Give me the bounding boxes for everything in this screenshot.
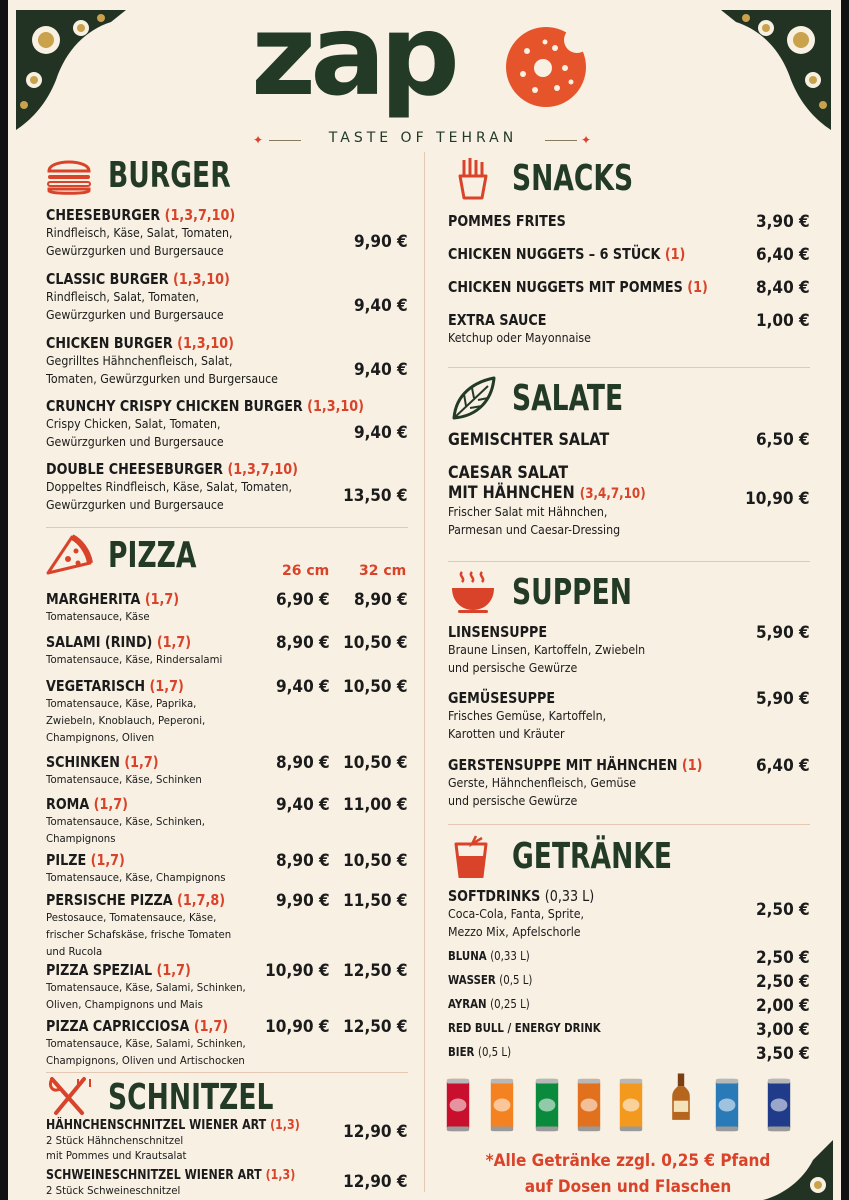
- item-name-row: [46, 1168, 354, 1183]
- allergen-codes: (1,3,10): [307, 397, 365, 415]
- section-title: SCHNITZEL: [108, 1076, 274, 1118]
- item-price: 2,50 €: [756, 948, 810, 968]
- item-name-row: [448, 430, 756, 450]
- drink-cup-icon: [448, 834, 498, 878]
- item-price: 6,50 €: [756, 430, 810, 450]
- section-title: SNACKS: [512, 157, 634, 199]
- item-description: Parmesan und Caesar-Dressing: [448, 523, 621, 537]
- item-price: 6,40 €: [756, 245, 810, 265]
- leaf-icon: [448, 376, 498, 420]
- item-description: Tomatensauce, Käse, Paprika,: [46, 697, 197, 710]
- item-description: Braune Linsen, Kartoffeln, Zwiebeln: [448, 643, 646, 657]
- item-description: Tomatensauce, Käse, Salami, Schinken,: [46, 1037, 246, 1050]
- allergen-codes: (1,7): [156, 633, 192, 651]
- divider: [46, 1072, 408, 1073]
- fries-icon: [448, 156, 498, 200]
- allergen-codes: (1,7): [90, 851, 125, 869]
- item-price: 1,00 €: [756, 311, 810, 331]
- frame-left: [0, 0, 8, 1200]
- item-description: Gegrilltes Hähnchenfleisch, Salat,: [46, 354, 233, 368]
- section-suppen-header: [448, 570, 658, 614]
- menu-item: [448, 949, 810, 971]
- menu-item: [46, 795, 408, 855]
- item-name: CHICKEN BURGER: [46, 334, 173, 352]
- item-description: Tomatensauce, Käse, Schinken,: [46, 815, 206, 828]
- item-description: Oliven, Champignons und Mais: [46, 998, 203, 1011]
- allergen-codes: (1,3,7,10): [227, 460, 298, 478]
- frame-right: [841, 0, 849, 1200]
- item-description: 2 Stück Hähnchenschnitzel: [46, 1134, 184, 1147]
- item-name: MARGHERITA: [46, 590, 141, 608]
- item-name-row: [448, 949, 756, 963]
- item-name-row: [448, 1045, 756, 1059]
- item-name: CRUNCHY CRISPY CHICKEN BURGER: [46, 397, 303, 415]
- item-description: Ketchup oder Mayonnaise: [448, 331, 591, 345]
- beer-bottle-image: [669, 1060, 693, 1135]
- item-name-row: [448, 623, 756, 641]
- item-name-row: [46, 270, 354, 288]
- item-name: BIER: [448, 1045, 475, 1059]
- allergen-codes: (1,7): [193, 1017, 229, 1035]
- item-description: frischer Schafskäse, frische Tomaten: [46, 928, 232, 941]
- menu-item: [448, 623, 810, 683]
- allergen-codes: (1,3): [265, 1168, 296, 1183]
- allergen-codes: (1,7,8): [177, 891, 226, 909]
- item-name-row: [448, 997, 756, 1011]
- menu-item: [46, 1017, 408, 1077]
- item-name: PERSISCHE PIZZA: [46, 891, 173, 909]
- item-description: Tomatensauce, Käse, Rindersalami: [46, 653, 223, 666]
- item-price: 10,90 €: [745, 489, 810, 509]
- item-description: Mezzo Mix, Apfelschorle: [448, 925, 581, 939]
- item-description: Karotten und Kräuter: [448, 727, 565, 741]
- item-name: PILZE: [46, 851, 87, 869]
- item-size: (0,25 L): [490, 997, 530, 1011]
- item-name-row: [448, 483, 756, 503]
- item-name: POMMES FRITES: [448, 212, 566, 230]
- allergen-codes: (1,7): [156, 961, 191, 979]
- divider: [448, 561, 810, 562]
- item-name: LINSENSUPPE: [448, 623, 548, 641]
- item-name: SALAMI (RIND): [46, 633, 153, 651]
- allergen-codes: (1,3,10): [173, 270, 230, 288]
- item-price: 2,00 €: [756, 996, 810, 1016]
- deposit-note-line1: *Alle Getränke zzgl. 0,25 € Pfand: [485, 1151, 771, 1171]
- item-name: GEMISCHTER SALAT: [448, 430, 610, 450]
- column-divider: [424, 152, 425, 1192]
- menu-item: [46, 677, 408, 744]
- allergen-codes: (1,3,7,10): [164, 206, 236, 224]
- menu-item: [46, 1118, 408, 1168]
- section-schnitzel-header: [44, 1075, 310, 1119]
- item-name-row: [46, 334, 354, 352]
- item-name: EXTRA SAUCE: [448, 311, 547, 329]
- section-title: PIZZA: [108, 534, 197, 576]
- item-description: Tomatensauce, Käse, Champignons: [46, 871, 226, 884]
- item-price: 9,40 €: [354, 296, 408, 316]
- menu-item: [46, 1168, 408, 1200]
- item-name: CHICKEN NUGGETS MIT POMMES: [448, 278, 683, 296]
- item-price-26cm: 10,90 €: [265, 961, 330, 981]
- item-name-row: [448, 1021, 756, 1035]
- item-name: CAESAR SALAT: [448, 463, 569, 483]
- item-price-32cm: 10,50 €: [343, 851, 408, 871]
- tagline: TASTE OF TEHRAN: [328, 130, 518, 146]
- item-price-26cm: 9,90 €: [276, 891, 330, 911]
- section-title: GETRÄNKE: [512, 835, 673, 877]
- donut-logo-icon: [505, 26, 587, 108]
- item-description: Rindfleisch, Käse, Salat, Tomaten,: [46, 226, 233, 240]
- item-price-26cm: 8,90 €: [276, 633, 330, 653]
- item-description: Pestosauce, Tomatensauce, Käse,: [46, 911, 217, 924]
- menu-item: [46, 961, 408, 1021]
- section-burger-header: [44, 153, 258, 197]
- item-price: 9,40 €: [354, 423, 408, 443]
- item-price: 9,90 €: [354, 232, 408, 252]
- allergen-codes: (1,3,10): [177, 334, 234, 352]
- item-name-row: [46, 397, 365, 415]
- burger-icon: [44, 153, 94, 197]
- menu-item: [448, 1021, 810, 1043]
- menu-item: [448, 463, 810, 553]
- item-price-26cm: 8,90 €: [276, 753, 330, 773]
- item-description: Gewürzgurken und Burgersauce: [46, 244, 224, 258]
- item-description: Tomatensauce, Käse, Salami, Schinken,: [46, 981, 246, 994]
- item-price: 2,50 €: [756, 900, 810, 920]
- divider: [269, 140, 301, 141]
- menu-item: [448, 689, 810, 749]
- item-description: Frischer Salat mit Hähnchen,: [448, 505, 608, 519]
- item-price-32cm: 10,50 €: [343, 677, 408, 697]
- item-price-32cm: 10,50 €: [343, 633, 408, 653]
- item-price-26cm: 8,90 €: [276, 851, 330, 871]
- item-price-32cm: 10,50 €: [343, 753, 408, 773]
- allergen-codes: (1,7): [93, 795, 128, 813]
- deposit-note: [484, 1148, 772, 1200]
- item-price-32cm: 8,90 €: [354, 590, 408, 610]
- item-name: AYRAN: [448, 997, 487, 1011]
- item-name: ROMA: [46, 795, 90, 813]
- allergen-codes: (3,4,7,10): [579, 486, 646, 502]
- item-name: GERSTENSUPPE MIT HÄHNCHEN: [448, 756, 678, 774]
- item-name: BLUNA: [448, 949, 487, 963]
- item-price-32cm: 11,50 €: [343, 891, 408, 911]
- menu-page: [8, 0, 841, 1200]
- fork-knife-icon: [44, 1075, 94, 1119]
- item-description: Frisches Gemüse, Kartoffeln,: [448, 709, 607, 723]
- item-name: VEGETARISCH: [46, 677, 146, 695]
- item-description: Tomatensauce, Käse, Schinken: [46, 773, 202, 786]
- item-price: 6,40 €: [756, 756, 810, 776]
- item-price-26cm: 9,40 €: [276, 795, 330, 815]
- item-description: Rindfleisch, Salat, Tomaten,: [46, 290, 200, 304]
- drink-can-image: [713, 1076, 741, 1134]
- item-description: und persische Gewürze: [448, 661, 578, 675]
- item-price: 5,90 €: [756, 623, 810, 643]
- item-name: PIZZA SPEZIAL: [46, 961, 153, 979]
- ornament-corner-bottom-right: [763, 1140, 833, 1200]
- item-price: 12,90 €: [343, 1122, 408, 1142]
- menu-item: [448, 311, 810, 351]
- item-name-row: [448, 756, 756, 774]
- tagline-row: [253, 130, 593, 150]
- item-size: (0,33 L): [490, 949, 530, 963]
- item-price-26cm: 9,40 €: [276, 677, 330, 697]
- item-price: 9,40 €: [354, 360, 408, 380]
- divider: [46, 527, 408, 528]
- item-price: 5,90 €: [756, 689, 810, 709]
- item-name: MIT HÄHNCHEN: [448, 483, 575, 503]
- item-name: CLASSIC BURGER: [46, 270, 169, 288]
- item-name-row: [448, 689, 756, 707]
- item-price-32cm: 12,50 €: [343, 961, 408, 981]
- drink-can-image: [575, 1076, 603, 1134]
- ornament-corner-top-left: [16, 10, 126, 130]
- item-name-row: [46, 206, 354, 224]
- item-description: Gewürzgurken und Burgersauce: [46, 308, 224, 322]
- menu-item: [448, 756, 810, 816]
- item-name-row: [46, 1118, 354, 1133]
- item-size: (0,5 L): [499, 973, 533, 987]
- item-price: 2,50 €: [756, 972, 810, 992]
- item-description: Champignons: [46, 832, 116, 845]
- item-price-26cm: 6,90 €: [276, 590, 330, 610]
- item-name: DOUBLE CHEESEBURGER: [46, 460, 223, 478]
- section-pizza-header: [44, 533, 216, 577]
- item-price: 3,00 €: [756, 1020, 810, 1040]
- item-description: Zwiebeln, Knoblauch, Peperoni,: [46, 714, 206, 727]
- item-price-32cm: 11,00 €: [343, 795, 408, 815]
- item-name: SCHWEINESCHNITZEL WIENER ART: [46, 1168, 262, 1183]
- drink-can-image: [765, 1076, 793, 1134]
- item-name-row: [46, 460, 354, 478]
- item-description: Tomatensauce, Käse: [46, 610, 150, 623]
- item-description: und persische Gewürze: [448, 794, 578, 808]
- drink-can-image: [533, 1076, 561, 1134]
- section-title: BURGER: [108, 154, 231, 196]
- item-price: 3,90 €: [756, 212, 810, 232]
- section-title: SUPPEN: [512, 571, 632, 613]
- item-price: 8,40 €: [756, 278, 810, 298]
- item-size: (0,5 L): [477, 1045, 512, 1059]
- menu-item: [46, 460, 408, 520]
- menu-item: [448, 973, 810, 995]
- item-description: Doppeltes Rindfleisch, Käse, Salat, Tomaten,: [46, 480, 293, 494]
- item-description: mit Pommes und Krautsalat: [46, 1149, 187, 1162]
- section-salate-header: [448, 376, 648, 420]
- item-name-row: [448, 245, 756, 263]
- item-description: Champignons, Oliven: [46, 731, 155, 744]
- menu-item: [46, 334, 408, 394]
- item-name: WASSER: [448, 973, 496, 987]
- item-size: (0,33 L): [544, 887, 595, 905]
- allergen-codes: (1): [687, 278, 708, 296]
- ornament-corner-top-right: [721, 10, 831, 130]
- item-description: Tomaten, Gewürzgurken und Burgersauce: [46, 372, 278, 386]
- menu-item: [46, 206, 408, 266]
- menu-item: [46, 397, 408, 457]
- item-description: Champignons, Oliven und Artischocken: [46, 1054, 245, 1067]
- pizza-icon: [44, 533, 94, 577]
- divider: [545, 140, 577, 141]
- section-title: SALATE: [512, 377, 624, 419]
- menu-item: [448, 887, 810, 947]
- soup-bowl-icon: [448, 570, 498, 614]
- item-description: Gewürzgurken und Burgersauce: [46, 498, 224, 512]
- menu-item: [448, 1045, 810, 1067]
- diamond-icon: ✦: [581, 133, 592, 147]
- allergen-codes: (1,7): [149, 677, 184, 695]
- item-name: SOFTDRINKS: [448, 887, 541, 905]
- item-description: 2 Stück Schweineschnitzel: [46, 1184, 181, 1197]
- item-description: Coca-Cola, Fanta, Sprite,: [448, 907, 585, 921]
- item-name: CHEESEBURGER: [46, 206, 161, 224]
- item-name-row: [448, 212, 756, 230]
- menu-item: [46, 891, 408, 958]
- item-name: GEMÜSESUPPE: [448, 689, 556, 707]
- divider: [448, 367, 810, 368]
- item-name: PIZZA CAPRICCIOSA: [46, 1017, 190, 1035]
- item-name-row: [448, 973, 756, 987]
- divider: [448, 824, 810, 825]
- size-label-26: 26 cm: [282, 563, 330, 579]
- drink-can-image: [444, 1076, 472, 1134]
- menu-item: [46, 270, 408, 330]
- item-name: RED BULL / ENERGY DRINK: [448, 1021, 601, 1035]
- allergen-codes: (1): [681, 756, 703, 774]
- item-description: und Rucola: [46, 945, 103, 958]
- item-description: Gewürzgurken und Burgersauce: [46, 435, 224, 449]
- allergen-codes: (1,7): [124, 753, 159, 771]
- allergen-codes: (1,3): [270, 1118, 300, 1133]
- diamond-icon: ✦: [253, 133, 264, 147]
- item-price-32cm: 12,50 €: [343, 1017, 408, 1037]
- deposit-note-line2: auf Dosen und Flaschen: [524, 1177, 732, 1197]
- brand-logo: [251, 0, 591, 121]
- allergen-codes: (1): [664, 245, 686, 263]
- menu-item: [448, 430, 810, 454]
- item-name: HÄHNCHENSCHNITZEL WIENER ART: [46, 1118, 267, 1133]
- item-price-26cm: 10,90 €: [265, 1017, 330, 1037]
- allergen-codes: (1,7): [144, 590, 180, 608]
- menu-item: [448, 997, 810, 1019]
- logo-wordmark: zap: [251, 0, 454, 121]
- section-getraenke-header: [448, 834, 707, 878]
- item-name: CHICKEN NUGGETS – 6 STÜCK: [448, 245, 661, 263]
- item-name: SCHINKEN: [46, 753, 120, 771]
- item-price: 3,50 €: [756, 1044, 810, 1064]
- item-price: 12,90 €: [343, 1172, 408, 1192]
- drink-can-image: [617, 1076, 645, 1134]
- item-name-row: [448, 311, 756, 329]
- item-name-row: [448, 887, 756, 905]
- item-price: 13,50 €: [343, 486, 408, 506]
- item-name-row: [448, 278, 756, 296]
- size-label-32: 32 cm: [359, 563, 407, 579]
- item-description: Gerste, Hähnchenfleisch, Gemüse: [448, 776, 636, 790]
- item-description: Crispy Chicken, Salat, Tomaten,: [46, 417, 221, 431]
- drink-can-image: [488, 1076, 516, 1134]
- section-snacks-header: [448, 156, 660, 200]
